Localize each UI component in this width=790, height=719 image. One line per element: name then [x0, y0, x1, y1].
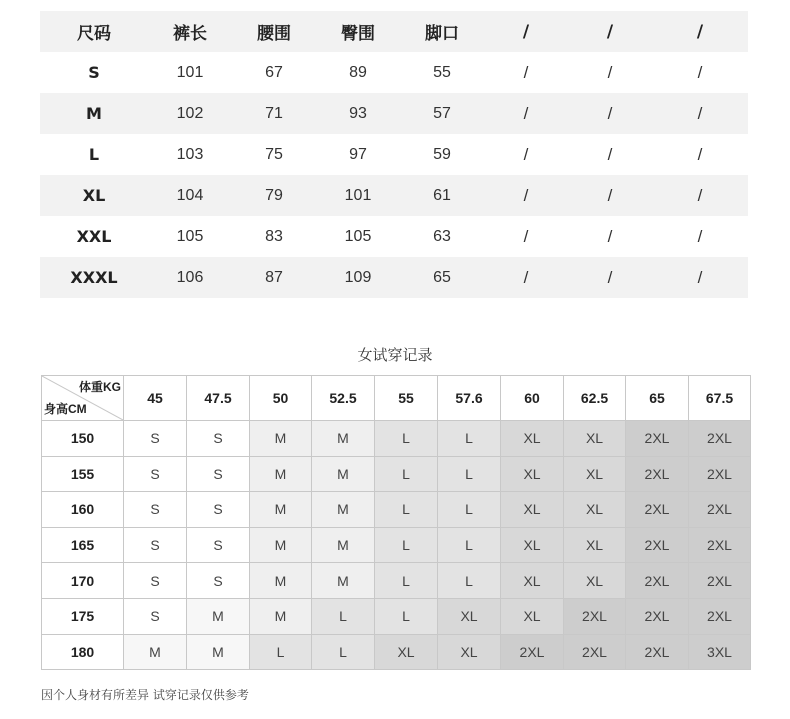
fitting-size-cell: 2XL — [689, 563, 751, 599]
fitting-row — [42, 456, 751, 492]
size-value: / — [607, 103, 613, 123]
fitting-record-table — [41, 375, 751, 670]
fitting-size-cell: L — [438, 492, 501, 528]
fitting-size-cell: XL — [564, 421, 626, 457]
height-axis-label: 身高CM — [44, 402, 87, 416]
height-label: 150 — [42, 421, 124, 457]
fitting-size-cell: 2XL — [564, 598, 626, 634]
fitting-size-cell: M — [250, 492, 312, 528]
fitting-size-cell: S — [187, 527, 250, 563]
size-value: 101 — [344, 186, 372, 204]
fitting-size-cell: S — [187, 492, 250, 528]
fitting-size-cell: XL — [501, 421, 564, 457]
fitting-size-cell: XL — [501, 456, 564, 492]
weight-header: 57.6 — [438, 376, 501, 421]
fitting-size-cell: L — [375, 456, 438, 492]
size-value: / — [697, 144, 703, 164]
size-value: 63 — [433, 227, 451, 245]
size-label: XXXL — [70, 268, 118, 287]
corner-cell — [42, 376, 124, 421]
fitting-size-cell: L — [438, 456, 501, 492]
weight-header: 60 — [501, 376, 564, 421]
size-value: 75 — [265, 145, 283, 163]
header-empty: / — [696, 21, 704, 42]
fitting-row — [42, 634, 751, 670]
fitting-size-cell: L — [312, 634, 375, 670]
fitting-size-cell: XL — [564, 563, 626, 599]
fitting-size-cell: 2XL — [564, 634, 626, 670]
size-value: / — [607, 62, 613, 82]
size-value: 105 — [344, 227, 372, 245]
fitting-size-cell: 2XL — [626, 527, 689, 563]
fitting-size-cell: 2XL — [689, 527, 751, 563]
size-value: 87 — [265, 268, 283, 286]
fitting-size-cell: M — [312, 456, 375, 492]
size-chart-row — [40, 175, 748, 216]
size-value: 106 — [176, 268, 204, 286]
size-value: / — [523, 185, 529, 205]
fitting-row — [42, 492, 751, 528]
size-value: / — [697, 103, 703, 123]
size-chart-header-row — [40, 11, 748, 52]
size-value: 65 — [433, 268, 451, 286]
size-value: 93 — [349, 104, 367, 122]
size-value: 59 — [433, 145, 451, 163]
footnote: 因个人身材有所差异 试穿记录仅供参考 — [41, 688, 249, 702]
fitting-size-cell: M — [312, 563, 375, 599]
header-waist: 腰围 — [257, 24, 291, 44]
height-label: 160 — [42, 492, 124, 528]
fitting-size-cell: M — [124, 634, 187, 670]
size-value: / — [523, 226, 529, 246]
fitting-size-cell: L — [375, 492, 438, 528]
weight-header: 47.5 — [187, 376, 250, 421]
size-value: / — [523, 267, 529, 287]
fitting-size-cell: 2XL — [626, 456, 689, 492]
size-value: / — [607, 267, 613, 287]
fitting-size-cell: S — [124, 492, 187, 528]
size-value: 83 — [265, 227, 283, 245]
size-value: / — [697, 226, 703, 246]
size-value: / — [607, 144, 613, 164]
fitting-size-cell: S — [187, 456, 250, 492]
fitting-record-title: 女试穿记录 — [357, 346, 433, 364]
height-label: 180 — [42, 634, 124, 670]
size-value: 105 — [176, 227, 204, 245]
size-value: 57 — [433, 104, 451, 122]
size-chart-row — [40, 93, 748, 134]
size-value: 104 — [176, 186, 204, 204]
header-size: 尺码 — [77, 24, 111, 44]
size-value: 55 — [433, 63, 451, 81]
fitting-size-cell: S — [124, 456, 187, 492]
size-value: 109 — [344, 268, 372, 286]
weight-axis-label: 体重KG — [78, 380, 121, 394]
header-hip: 臀围 — [341, 24, 375, 44]
fitting-size-cell: S — [124, 527, 187, 563]
size-value: / — [697, 267, 703, 287]
fitting-row — [42, 527, 751, 563]
fitting-size-cell: M — [187, 634, 250, 670]
fitting-size-cell: 2XL — [626, 563, 689, 599]
fitting-size-cell: M — [250, 563, 312, 599]
height-label: 155 — [42, 456, 124, 492]
fitting-size-cell: XL — [564, 492, 626, 528]
fitting-size-cell: XL — [501, 598, 564, 634]
fitting-size-cell: S — [124, 421, 187, 457]
fitting-size-cell: XL — [501, 563, 564, 599]
fitting-row — [42, 598, 751, 634]
fitting-size-cell: 2XL — [689, 492, 751, 528]
size-chart-row — [40, 134, 748, 175]
size-value: / — [697, 62, 703, 82]
weight-header: 67.5 — [689, 376, 751, 421]
size-value: 71 — [265, 104, 283, 122]
weight-header: 62.5 — [564, 376, 626, 421]
fitting-size-cell: XL — [501, 492, 564, 528]
height-label: 170 — [42, 563, 124, 599]
fitting-size-cell: 3XL — [689, 634, 751, 670]
fitting-size-cell: L — [250, 634, 312, 670]
size-label: XL — [82, 186, 106, 205]
fitting-size-cell: 2XL — [689, 598, 751, 634]
size-value: / — [607, 185, 613, 205]
fitting-size-cell: S — [124, 563, 187, 599]
size-value: 103 — [176, 145, 204, 163]
fitting-size-cell: 2XL — [626, 634, 689, 670]
size-chart-row — [40, 52, 748, 93]
fitting-size-cell: M — [250, 421, 312, 457]
fitting-size-cell: 2XL — [689, 456, 751, 492]
header-pants-length: 裤长 — [173, 24, 207, 44]
size-value: / — [607, 226, 613, 246]
fitting-size-cell: L — [438, 421, 501, 457]
size-value: / — [523, 62, 529, 82]
size-value: 102 — [176, 104, 204, 122]
fitting-size-cell: L — [438, 563, 501, 599]
fitting-size-cell: S — [187, 421, 250, 457]
fitting-size-cell: 2XL — [689, 421, 751, 457]
fitting-size-cell: XL — [501, 527, 564, 563]
fitting-size-cell: XL — [564, 456, 626, 492]
size-value: / — [523, 144, 529, 164]
size-value: / — [523, 103, 529, 123]
fitting-size-cell: M — [187, 598, 250, 634]
weight-header: 52.5 — [312, 376, 375, 421]
fitting-size-cell: M — [312, 421, 375, 457]
size-chart-row — [40, 216, 748, 257]
size-value: 61 — [433, 186, 451, 204]
fitting-size-cell: XL — [564, 527, 626, 563]
size-value: 67 — [265, 63, 283, 81]
fitting-size-cell: M — [250, 598, 312, 634]
weight-header: 65 — [626, 376, 689, 421]
weight-header: 45 — [124, 376, 187, 421]
fitting-row — [42, 421, 751, 457]
size-label: S — [88, 63, 100, 82]
size-label: XXL — [76, 227, 112, 246]
fitting-size-cell: XL — [438, 634, 501, 670]
size-chart-row — [40, 257, 748, 298]
fitting-size-cell: 2XL — [626, 492, 689, 528]
fitting-size-cell: M — [312, 527, 375, 563]
fitting-size-cell: L — [375, 527, 438, 563]
header-hem: 脚口 — [425, 24, 459, 44]
size-label: L — [88, 145, 100, 164]
fitting-size-cell: XL — [438, 598, 501, 634]
fitting-size-cell: XL — [375, 634, 438, 670]
fitting-size-cell: M — [312, 492, 375, 528]
fitting-header-row — [42, 376, 751, 421]
size-chart-table — [40, 11, 748, 298]
fitting-size-cell: 2XL — [626, 421, 689, 457]
size-value: 79 — [265, 186, 283, 204]
size-label: M — [86, 104, 102, 123]
header-empty: / — [606, 21, 614, 42]
height-label: 165 — [42, 527, 124, 563]
size-value: 89 — [349, 63, 367, 81]
weight-header: 55 — [375, 376, 438, 421]
fitting-row — [42, 563, 751, 599]
size-value: 97 — [349, 145, 367, 163]
fitting-size-cell: L — [312, 598, 375, 634]
header-empty: / — [522, 21, 530, 42]
fitting-size-cell: L — [375, 421, 438, 457]
size-value: / — [697, 185, 703, 205]
weight-header: 50 — [250, 376, 312, 421]
fitting-size-cell: M — [250, 527, 312, 563]
fitting-size-cell: L — [375, 563, 438, 599]
fitting-size-cell: 2XL — [501, 634, 564, 670]
height-label: 175 — [42, 598, 124, 634]
fitting-size-cell: M — [250, 456, 312, 492]
size-value: 101 — [176, 63, 204, 81]
fitting-size-cell: 2XL — [626, 598, 689, 634]
fitting-size-cell: S — [124, 598, 187, 634]
fitting-size-cell: S — [187, 563, 250, 599]
fitting-size-cell: L — [438, 527, 501, 563]
fitting-size-cell: L — [375, 598, 438, 634]
